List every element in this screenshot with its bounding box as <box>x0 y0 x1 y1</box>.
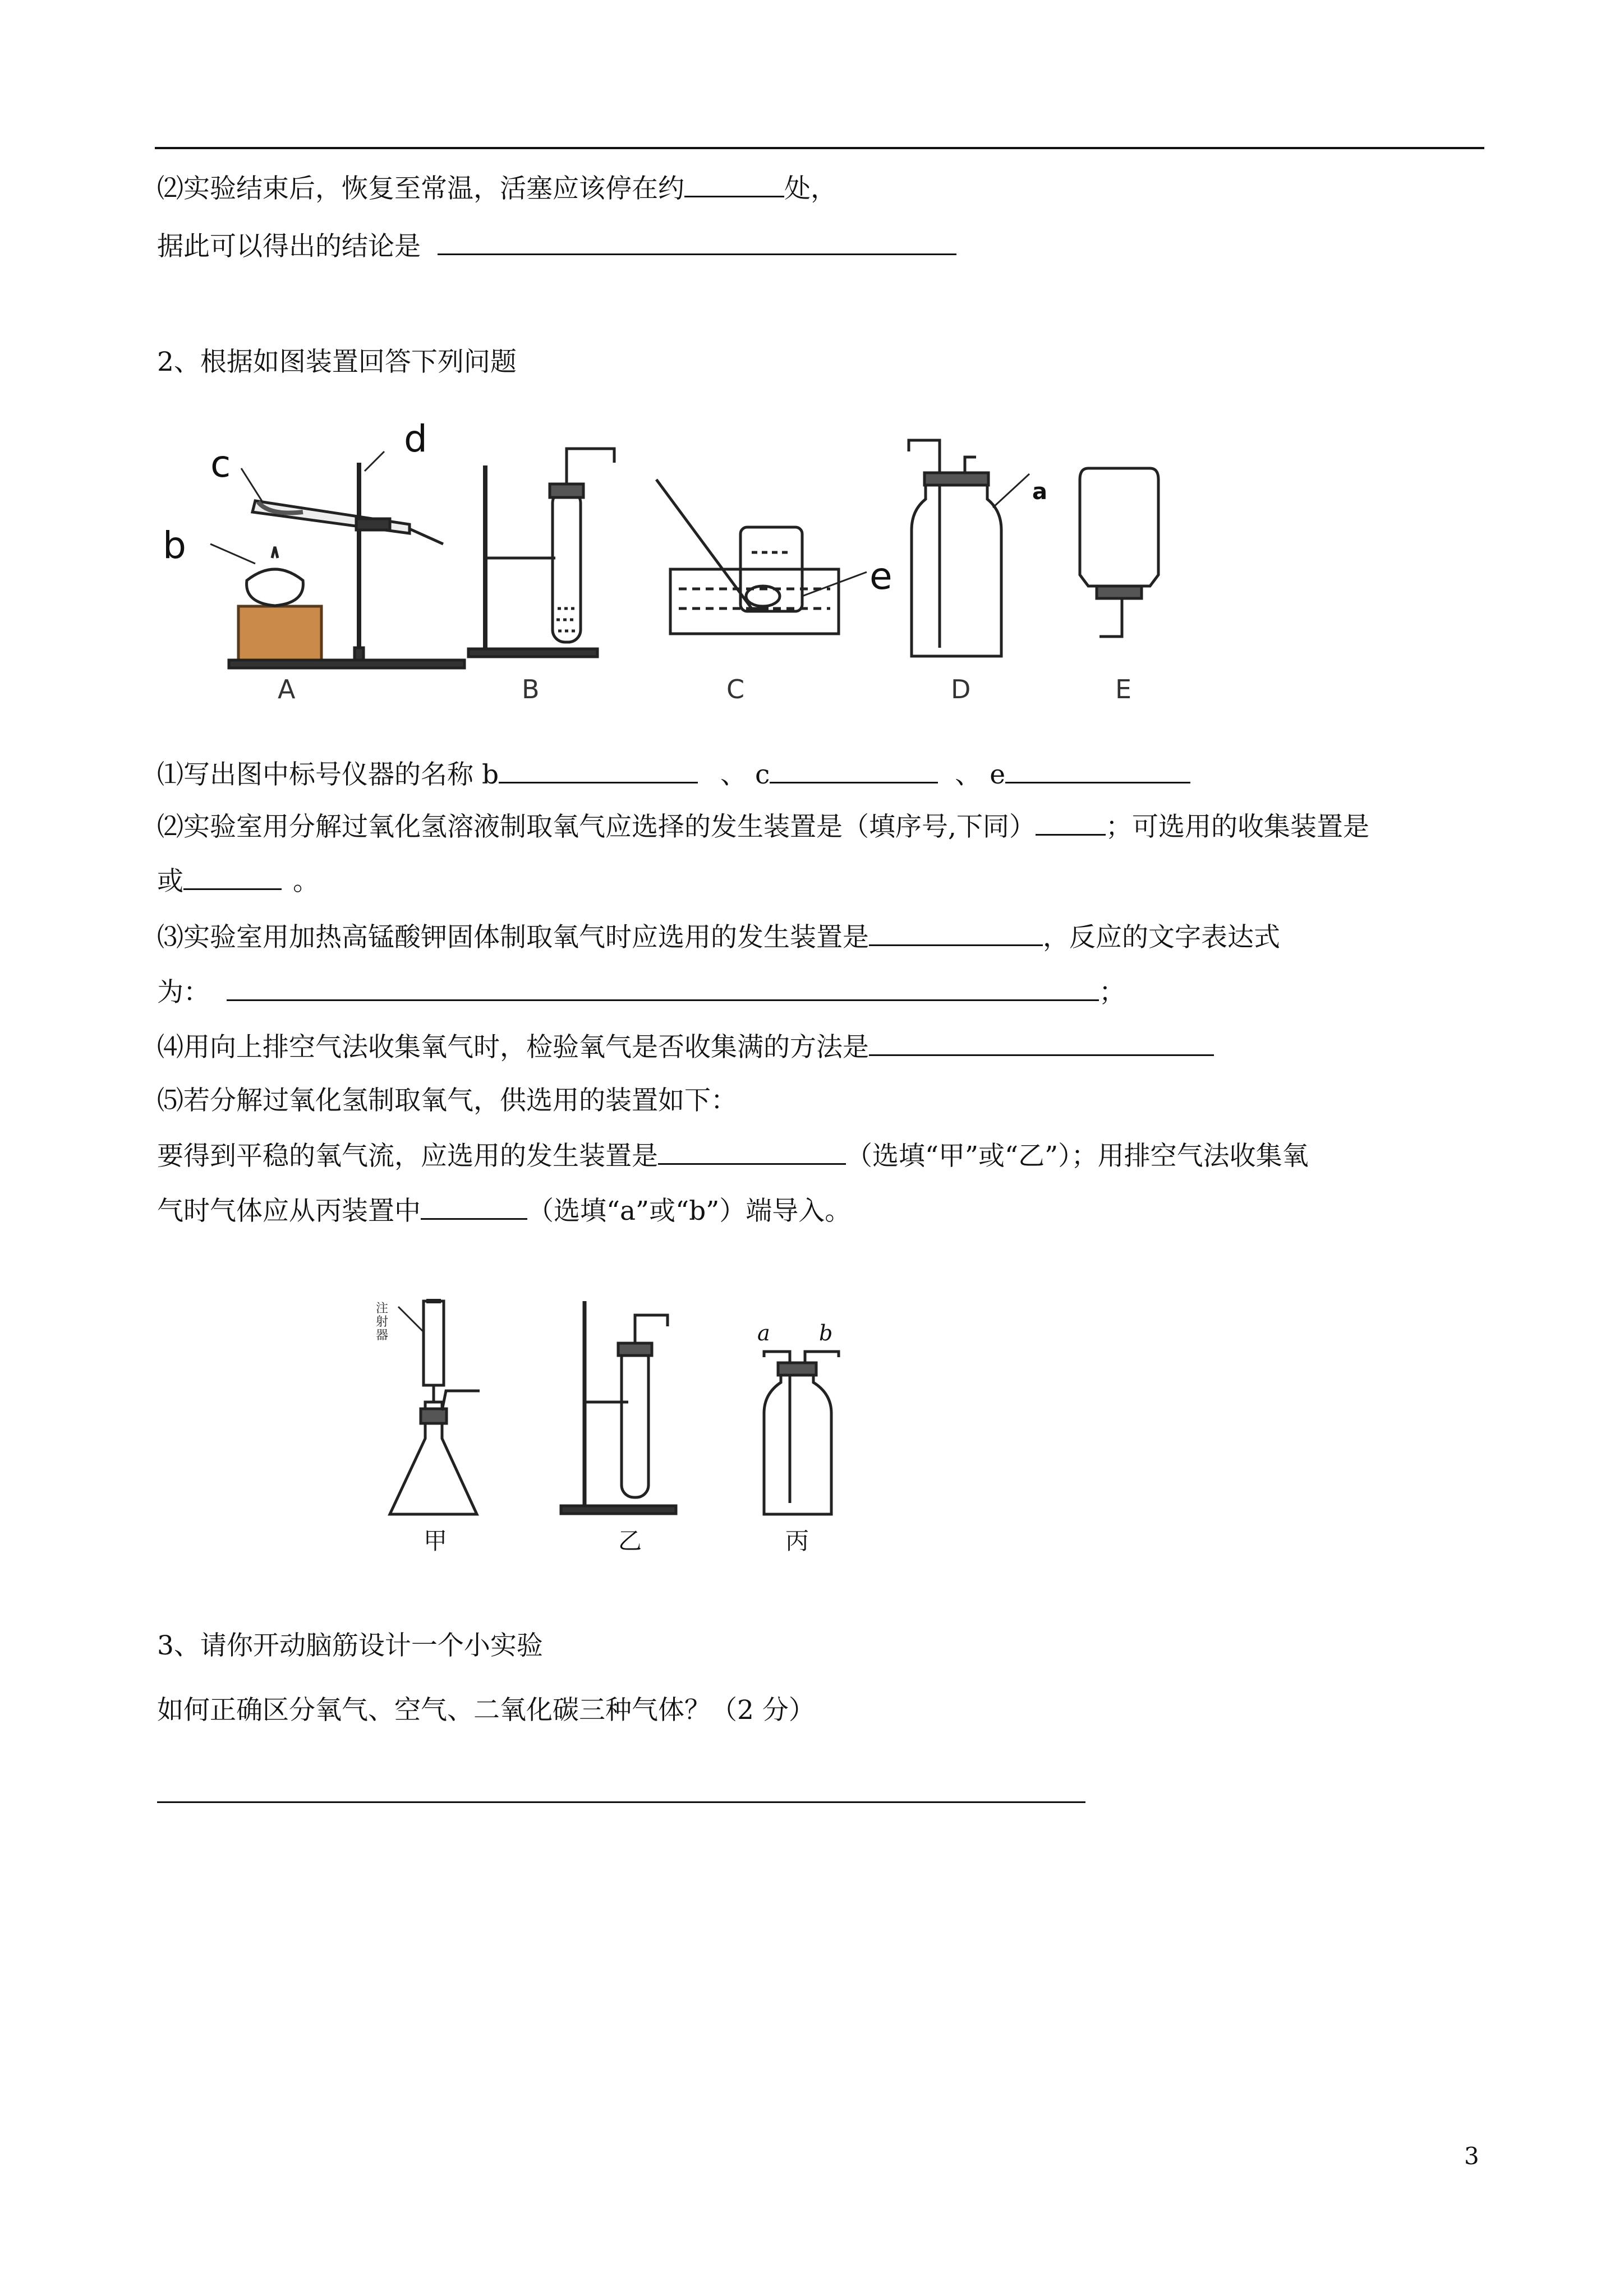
q2-p1-sep-c: 、 c <box>720 759 770 790</box>
label-inlet-a: a <box>757 1321 770 1345</box>
q1-piston-blank[interactable] <box>684 171 784 197</box>
blank-e[interactable] <box>1005 757 1190 783</box>
blank-generator-h2o2[interactable] <box>1036 809 1106 836</box>
water-trough-C <box>670 569 839 634</box>
page-number: 3 <box>1464 2142 1479 2170</box>
q2-p2-line1 <box>157 809 1369 844</box>
label-c: c <box>210 442 231 486</box>
caption-C: C <box>726 674 745 704</box>
q2-p5-text-4: 气时气体应从丙装置中 <box>157 1196 421 1227</box>
q2-p1-sep-e: 、 e <box>955 759 1006 790</box>
q2-title-text: 2、根据如图装置回答下列问题 <box>157 347 517 377</box>
q2-p2-end: 。 <box>293 866 319 897</box>
q2-p3-line1 <box>157 920 1280 955</box>
blank-b[interactable] <box>499 757 698 783</box>
apparatus-figure-1-svg <box>157 418 1223 715</box>
gas-bottle-D <box>912 480 1001 656</box>
q2-p5-text: ⑸若分解过氧化氢制取氧气，供选用的装置如下： <box>157 1085 737 1116</box>
syringe <box>424 1301 444 1385</box>
caption-yi: 乙 <box>618 1527 642 1555</box>
blank-generator-kmno4[interactable] <box>869 920 1043 946</box>
q3-question <box>157 1694 815 1727</box>
apparatus-figure-2-svg <box>365 1290 881 1559</box>
label-b: b <box>163 524 186 567</box>
q2-p5-line2 <box>157 1138 1309 1173</box>
header-rule <box>155 147 1484 149</box>
label-a: a <box>1032 479 1047 505</box>
q2-p3-text: ⑶实验室用加热高锰酸钾固体制取氧气时应选用的发生装置是 <box>157 922 869 953</box>
q2-p3-end: ； <box>1099 977 1125 1008</box>
caption-bing: 丙 <box>785 1527 809 1555</box>
q3-title-text: 3、请你开动脑筋设计一个小实验 <box>157 1630 543 1661</box>
q1-conclusion-label: 据此可以得出的结论是 <box>157 231 421 262</box>
blank-c[interactable] <box>770 757 938 783</box>
caption-A: A <box>278 674 296 704</box>
label-d: d <box>404 418 427 460</box>
q1-part2-line1 <box>157 171 837 206</box>
q3-title <box>157 1629 543 1663</box>
q2-p3-line2 <box>157 975 1125 1009</box>
q2-p5-line1 <box>157 1084 737 1118</box>
q1-part2-text: ⑵实验结束后，恢复至常温，活塞应该停在约 <box>157 173 684 204</box>
syringe-label-char-1: 注 <box>376 1302 389 1316</box>
q2-p5-text-5: （选填“a”或“b”）端导入。 <box>527 1196 852 1227</box>
apparatus-figure-2 <box>365 1290 881 1559</box>
blank-check-full[interactable] <box>869 1030 1214 1056</box>
gas-bottle-bing <box>764 1373 831 1514</box>
q2-p1-text: ⑴写出图中标号仪器的名称 b <box>157 759 499 790</box>
q2-p2-or: 或 <box>157 866 183 897</box>
q1-conclusion-blank[interactable] <box>438 229 956 255</box>
gas-jar-E <box>1080 468 1158 586</box>
q1-part2-line2 <box>157 229 956 264</box>
q2-p5-text-3: （选填“甲”或“乙”）；用排空气法收集氧 <box>846 1141 1309 1172</box>
label-inlet-b: b <box>819 1321 833 1345</box>
alcohol-lamp-b <box>247 569 303 606</box>
q2-p2-text-2: ；可选用的收集装置是 <box>1105 812 1369 842</box>
caption-D: D <box>951 674 971 704</box>
q2-p4 <box>157 1030 1214 1064</box>
blank-steady-flow[interactable] <box>658 1138 846 1165</box>
caption-E: E <box>1115 674 1132 704</box>
caption-jia: 甲 <box>424 1527 448 1555</box>
blank-collector[interactable] <box>183 864 282 890</box>
test-tube-yi <box>622 1346 648 1497</box>
stand-base-B <box>468 649 597 657</box>
q3-question-text: 如何正确区分氧气、空气、二氧化碳三种气体？（2 分） <box>157 1695 815 1726</box>
q2-p5-line3 <box>157 1193 851 1228</box>
blank-word-equation[interactable] <box>227 975 1099 1001</box>
q1-part2-text-end: 处， <box>784 173 837 204</box>
q2-p4-text: ⑷用向上排空气法收集氧气时，检验氧气是否收集满的方法是 <box>157 1032 869 1063</box>
q2-p5-text-2: 要得到平稳的氧气流，应选用的发生装置是 <box>157 1141 658 1172</box>
q2-p3-text-2: ，反应的文字表达式 <box>1043 922 1280 953</box>
syringe-label-char-3: 器 <box>376 1329 389 1343</box>
q2-p2-line2 <box>157 864 319 898</box>
caption-B: B <box>522 674 540 704</box>
q3-answer-blank[interactable] <box>157 1801 1085 1803</box>
q2-title <box>157 345 517 379</box>
blank-inlet-end[interactable] <box>421 1193 527 1220</box>
apparatus-figure-1 <box>157 418 1223 715</box>
q2-p3-label: 为： <box>157 977 210 1008</box>
syringe-label-char-2: 射 <box>376 1315 389 1329</box>
q2-p2-text: ⑵实验室用分解过氧化氢溶液制取氧气应选择的发生装置是（填序号,下同） <box>157 812 1036 842</box>
q2-p1 <box>157 757 1190 792</box>
label-e: e <box>869 555 892 598</box>
stand-base-A <box>229 660 464 668</box>
wood-block <box>238 606 321 661</box>
